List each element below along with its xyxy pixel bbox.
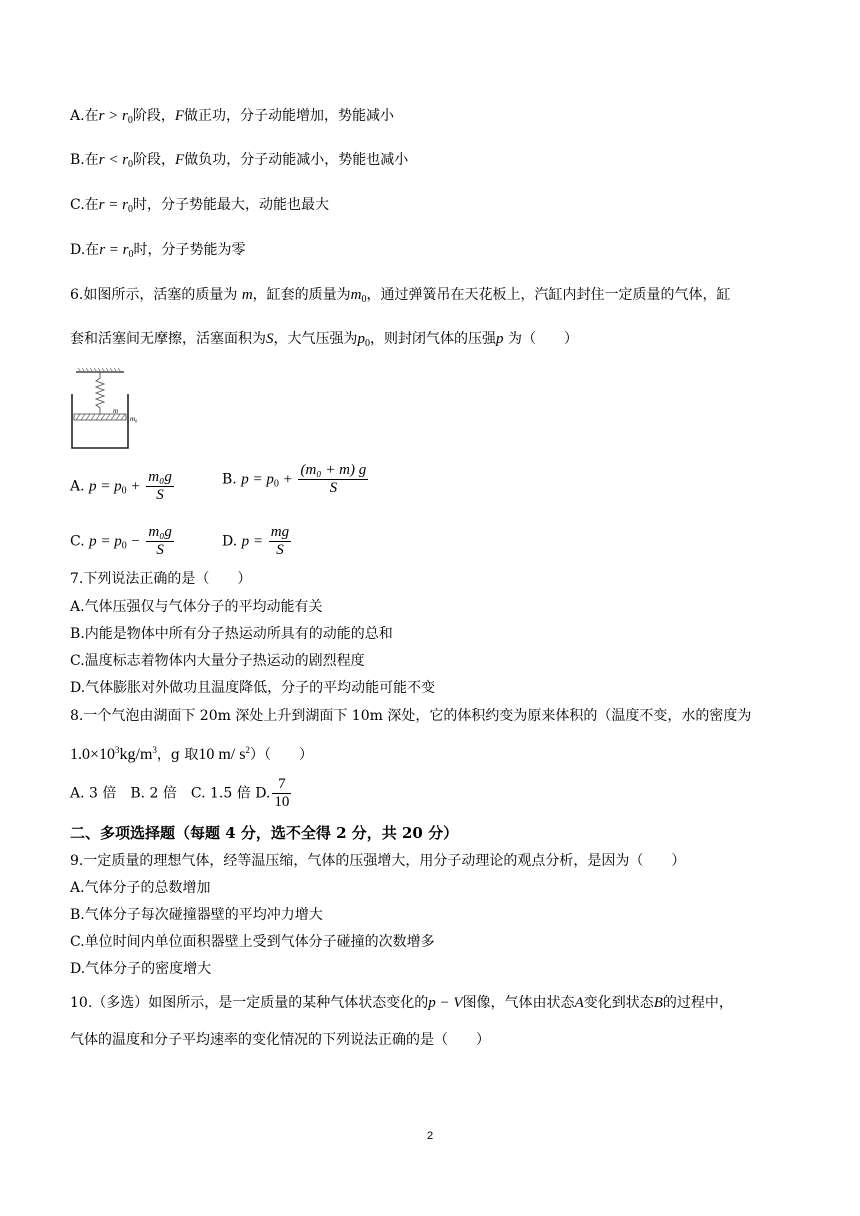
q9-option-a: A.气体分子的总数增加 [70, 880, 211, 896]
q10-stem-line1: 10.（多选）如图所示，是一定质量的某种气体状态变化的p − V图像，气体由状态A变化到状态B的过程中， [70, 995, 733, 1011]
q9-option-b: B.气体分子每次碰撞器壁的平均冲力增大 [70, 907, 323, 923]
q6-option-c: C. $p = p_0$ − $\frac{\text{m₀g}}{S}$ [70, 524, 172, 558]
q5-option-a: A.在$r > r_0$阶段，F做正功，分子动能增加，势能减小 [70, 108, 395, 126]
section-heading-multiple-choice: 二、多项选择题（每题 4 分，选不全得 2 分，共 20 分） [70, 824, 459, 842]
spring-icon [96, 372, 104, 414]
q5-option-b: B.在$r < r_0$阶段，F做负功，分子动能减小，势能也减小 [70, 152, 409, 170]
q6-stem-line1: 6.如图所示，活塞的质量为 m，缸套的质量为$m_0$，通过弹簧吊在天花板上，汽缸内封住一定质量的气体，缸 [70, 287, 731, 305]
q6-option-a: A. $p = p_0$ + $\frac{\text{m₀g}}{S}$ [70, 469, 172, 503]
q6-option-d: D. p = $\frac{mg}{S}$ [222, 524, 290, 558]
q9-option-c: C.单位时间内单位面积器壁上受到气体分子碰撞的次数增多 [70, 934, 435, 950]
q7-option-a: A.气体压强仅与气体分子的平均动能有关 [70, 599, 323, 615]
q7-stem: 7.下列说法正确的是（ ） [70, 571, 252, 587]
q9-stem: 9.一定质量的理想气体，经等温压缩，气体的压强增大，用分子动理论的观点分析，是因为（ ） [70, 853, 686, 869]
q7-option-d: D.气体膨胀对外做功且温度降低，分子的平均动能可能不变 [70, 680, 436, 696]
q8-stem-line2: $1.0\times 10^3kg/m^3$，g 取10 m/ $s^2$）（ ） [70, 745, 313, 763]
q6-spring-cylinder-figure [66, 366, 148, 458]
q6-option-b: B. $p = p_0$ + $\frac{\text{(m₀ + m) g}}{S}$ [222, 462, 367, 496]
page-number: 2 [426, 1130, 434, 1142]
q10-stem-line2: 气体的温度和分子平均速率的变化情况的下列说法正确的是（ ） [70, 1032, 490, 1048]
q7-option-b: B.内能是物体中所有分子热运动所具有的动能的总和 [70, 626, 393, 642]
q8-stem-line1: 8.一个气泡由湖面下 20m 深处上升到湖面下 10m 深处，它的体积约变为原来体积的（温度不变，水的密度为 [70, 708, 752, 724]
fig-label-m: m [113, 407, 119, 415]
q8-options: A. 3 倍 B. 2 倍 C. 1.5 倍 D. $\frac{7}{10}$ [70, 776, 290, 810]
q6-stem-line2: 套和活塞间无摩擦，活塞面积为S，大气压强为$p_0$，则封闭气体的压强p 为（ ） [70, 331, 578, 349]
q7-option-c: C.温度标志着物体内大量分子热运动的剧烈程度 [70, 653, 365, 669]
q9-option-d: D.气体分子的密度增大 [70, 961, 212, 977]
fig-label-m0: m₀ [130, 415, 138, 423]
q5-option-d: D.在$r = r_0$时，分子势能为零 [70, 242, 246, 260]
q5-option-c: C.在$r = r_0$时，分子势能最大，动能也最大 [70, 197, 329, 215]
